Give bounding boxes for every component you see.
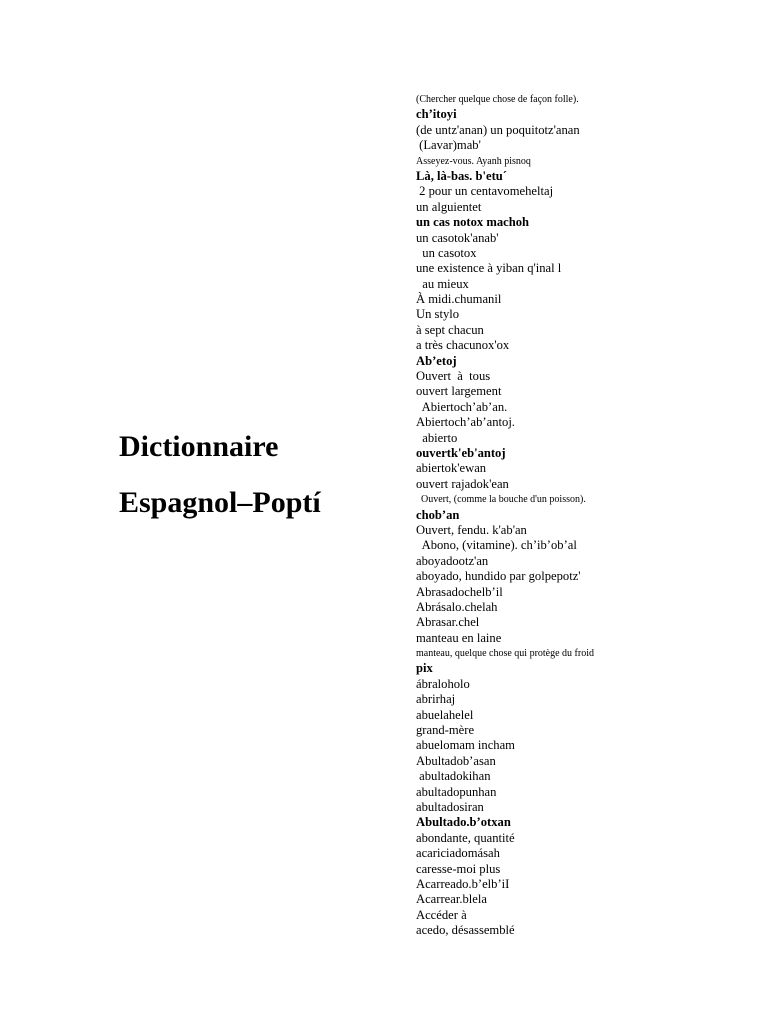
dictionary-entry-line: Ouvert, (comme la bouche d'un poisson). <box>416 494 586 506</box>
dictionary-entry-line: chob’an <box>416 507 460 522</box>
dictionary-entry-line: abrirhaj <box>416 692 456 707</box>
dictionary-entry-line: aboyado, hundido par golpepotz' <box>416 569 581 584</box>
dictionary-entry-line: un casotok'anab' <box>416 230 499 245</box>
document-title <box>119 432 321 518</box>
dictionary-entry-line: Asseyez-vous. Ayanh pisnoq <box>416 155 531 167</box>
dictionary-entry-line: abondante, quantité <box>416 830 515 845</box>
dictionary-entry-line: Abrasar.chel <box>416 615 480 630</box>
dictionary-entry-line: pix <box>416 661 433 676</box>
dictionary-entry-line: a très chacunox'ox <box>416 338 510 353</box>
dictionary-entry-line: 2 pour un centavomeheltaj <box>416 184 554 199</box>
dictionary-entry-line: ábraloholo <box>416 676 470 691</box>
title-line-2: Espagnol–Poptí <box>119 486 321 519</box>
dictionary-entry-line: Acarreado.b’elb’iI <box>416 876 510 891</box>
dictionary-entry-line: (de untz'anan) un poquitotz'anan <box>416 122 580 137</box>
dictionary-entry-line: ouvertk'eb'antoj <box>416 445 506 460</box>
dictionary-entry-line: abuelahelel <box>416 707 474 722</box>
dictionary-entry-line: ouvert rajadok'ean <box>416 476 509 491</box>
dictionary-entry-line: Ouvert, fendu. k'ab'an <box>416 522 527 537</box>
dictionary-entry-line: ouvert largement <box>416 384 502 399</box>
dictionary-entry-line: Un stylo <box>416 307 460 322</box>
dictionary-entry-line: un alguientet <box>416 199 482 214</box>
dictionary-entry-line: à sept chacun <box>416 322 484 337</box>
dictionary-entries-column <box>416 92 756 938</box>
dictionary-entry-line: ch’itoyi <box>416 107 457 122</box>
dictionary-entry-line: (Lavar)mab' <box>416 138 481 153</box>
dictionary-entry-line: caresse-moi plus <box>416 861 501 876</box>
dictionary-entry-line: grand-mère <box>416 723 475 738</box>
dictionary-entry-line: Abono, (vitamine). ch’ib’ob’al <box>416 538 577 553</box>
dictionary-entry-line: À midi.chumanil <box>416 292 502 307</box>
dictionary-entry-line: abiertok'ewan <box>416 461 487 476</box>
dictionary-entry-line: Acarrear.blela <box>416 892 487 907</box>
dictionary-entry-line: Accéder à <box>416 907 467 922</box>
dictionary-entry-line: abuelomam incham <box>416 738 515 753</box>
dictionary-entry-line: abierto <box>416 430 458 445</box>
dictionary-entry-line: acariciadomásah <box>416 846 500 861</box>
dictionary-entry-line: manteau, quelque chose qui protège du froid <box>416 648 594 660</box>
dictionary-entry-line: abultadokihan <box>416 769 491 784</box>
dictionary-entry-line: aboyadootz'an <box>416 553 489 568</box>
dictionary-entry-line: une existence à yiban q'inal l <box>416 261 562 276</box>
dictionary-entry-line: Abrasadochelb’il <box>416 584 503 599</box>
dictionary-entry-line: Ab’etoj <box>416 353 457 368</box>
dictionary-entry-line: Abiertoch’ab’antoj. <box>416 415 515 430</box>
dictionary-entry-line: au mieux <box>416 276 469 291</box>
dictionary-entry-line: un casotox <box>416 245 477 260</box>
dictionary-entry-line: un cas notox machoh <box>416 215 530 230</box>
dictionary-entry-line: Abiertoch’ab’an. <box>416 399 508 414</box>
dictionary-entry-line: manteau en laine <box>416 630 502 645</box>
dictionary-entry-line: Ouvert à tous <box>416 369 491 384</box>
dictionary-entry-line: Abrásalo.chelah <box>416 599 498 614</box>
dictionary-entry-line: Abultadob’asan <box>416 753 496 768</box>
dictionary-entry-line: Là, là-bas. b'etu´ <box>416 168 507 183</box>
dictionary-entry-line: acedo, désassemblé <box>416 923 515 938</box>
dictionary-entry-line: abultadosiran <box>416 799 484 814</box>
dictionary-entry-line: (Chercher quelque chose de façon folle). <box>416 94 579 105</box>
dictionary-entry-line: Abultado.b’otxan <box>416 815 511 830</box>
dictionary-entry-line: abultadopunhan <box>416 784 497 799</box>
title-line-1: Dictionnaire <box>119 430 279 463</box>
